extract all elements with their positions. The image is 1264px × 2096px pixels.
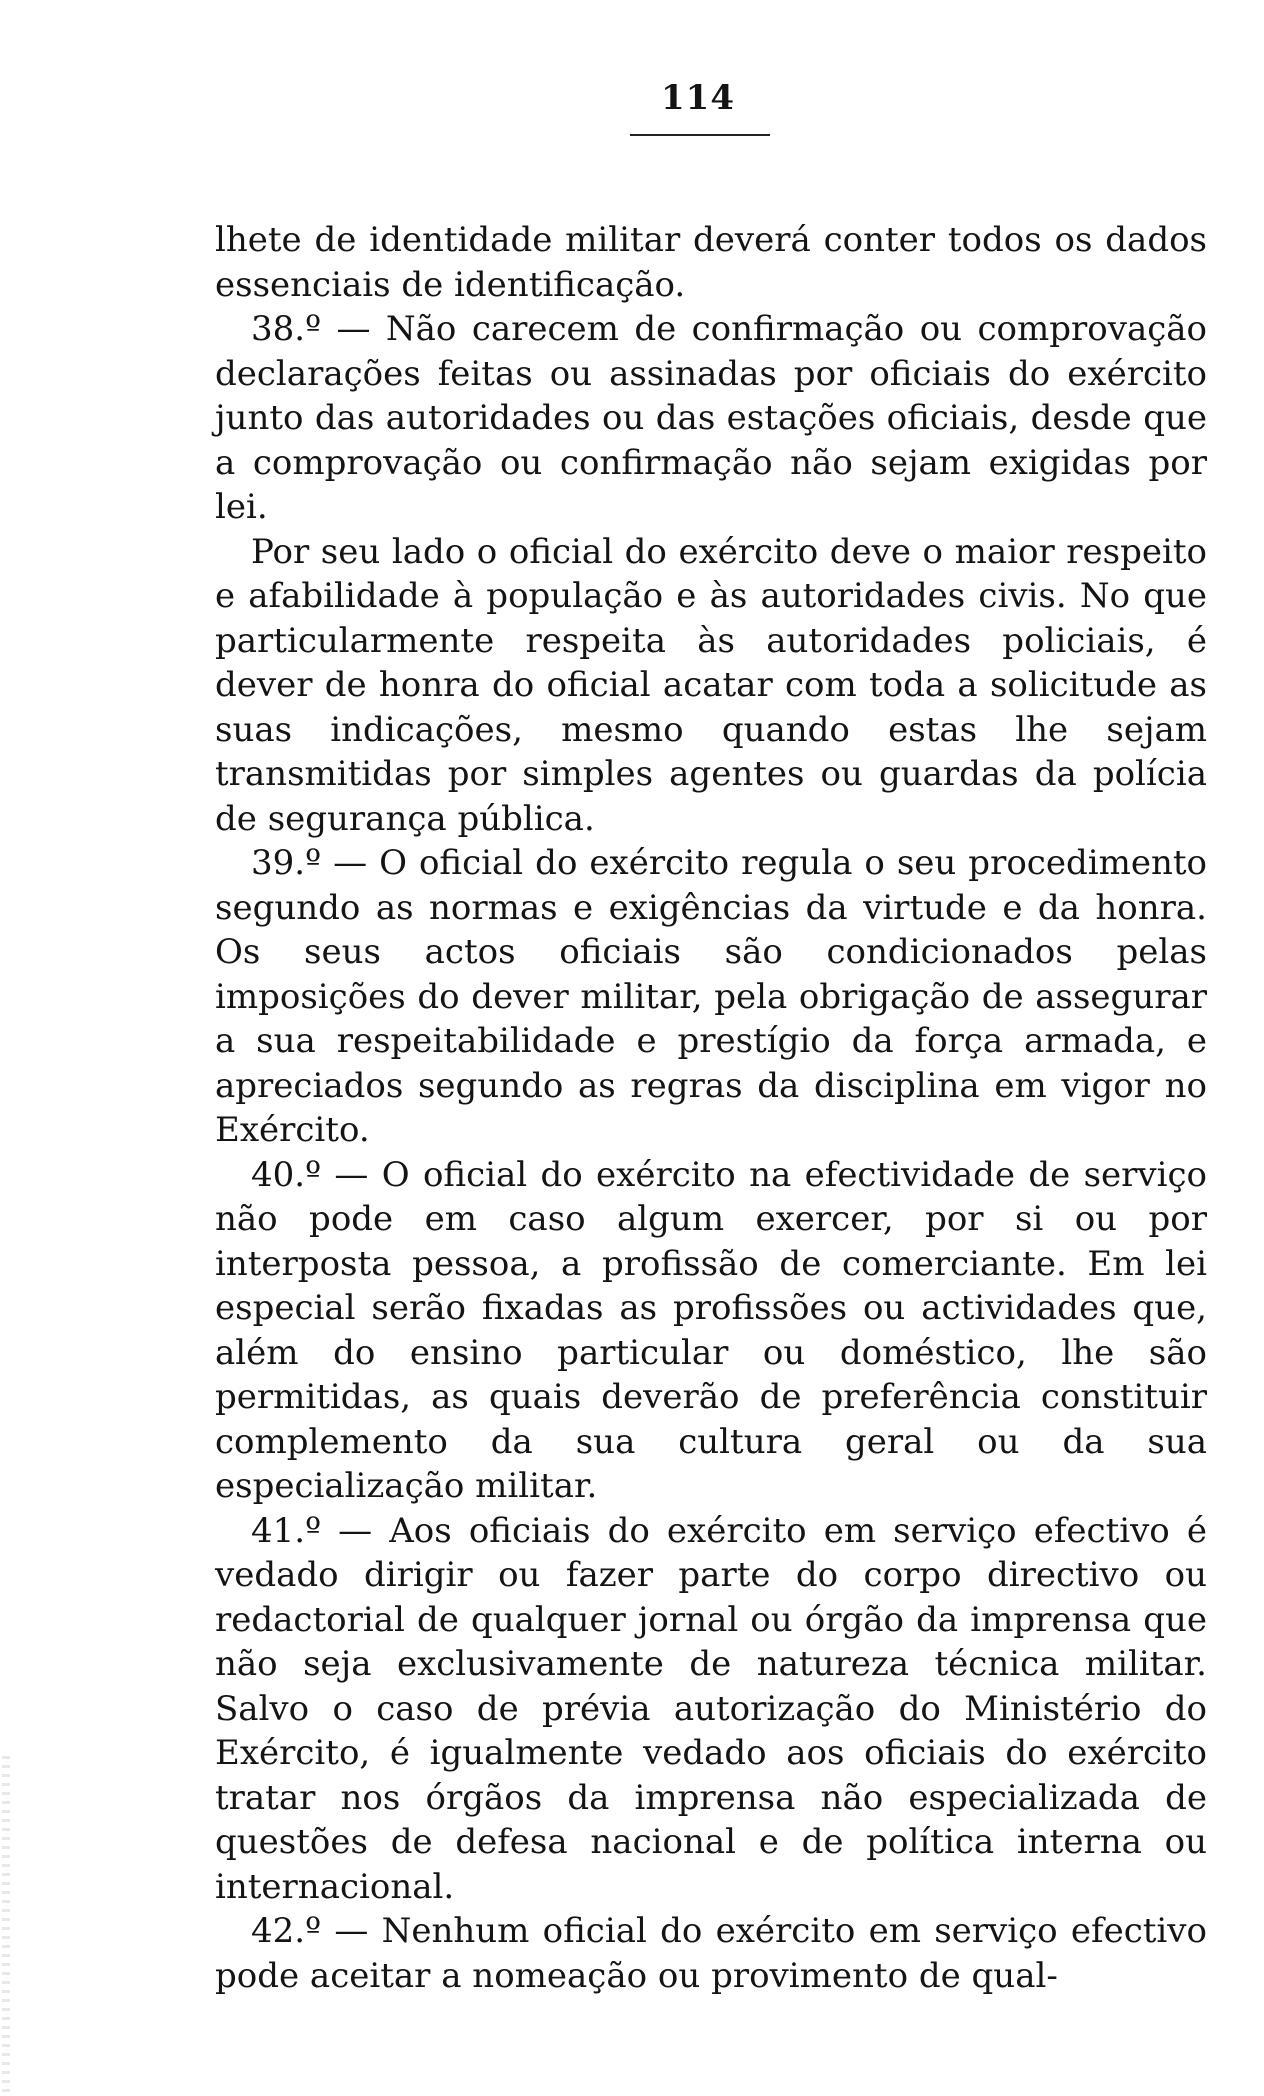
body-text (215, 218, 1207, 1998)
paragraph-continuation: lhete de identidade militar deverá conter todos os dados essenciais de identificação. (215, 220, 1207, 305)
scan-edge-artifact (2, 1756, 10, 2096)
paragraph-article-38: 38.º — Não carecem de confirmação ou comprovação declarações feitas ou assinadas por oficiais do exército junto das autoridades ou das estações oficiais, desde que a comprovação ou confirmação não sejam exigidas por lei. (215, 309, 1207, 527)
page-number: 114 (661, 78, 735, 118)
page-number-rule (630, 134, 770, 136)
paragraph-article-41: 41.º — Aos oficiais do exército em serviço efectivo é vedado dirigir ou fazer parte do corpo directivo ou redactorial de qualquer jornal ou órgão da imprensa que não seja exclusivamente de natureza técnica militar. Salvo o caso de prévia autorização do Ministério do Exército, é igualmente vedado aos oficiais do exército tratar nos órgãos da imprensa não especializada de questões de defesa nacional e de política interna ou internacional. (215, 1510, 1207, 1907)
paragraph-article-38-cont: Por seu lado o oficial do exército deve o maior respeito e afabilidade à população e às autoridades civis. No que particularmente respeita às autoridades policiais, é dever de honra do oficial acatar com toda a solicitude as suas indicações, mesmo quando estas lhe sejam transmitidas por simples agentes ou guardas da polícia de segurança pública. (215, 531, 1207, 839)
paragraph-article-42: 42.º — Nenhum oficial do exército em serviço efectivo pode aceitar a nomeação ou provimento de qual- (215, 1911, 1207, 1996)
paragraph-article-39: 39.º — O oficial do exército regula o seu procedimento segundo as normas e exigências da virtude e da honra. Os seus actos oficiais são condicionados pelas imposições do dever militar, pela obrigação de assegurar a sua respeitabilidade e prestígio da força armada, e apreciados segundo as regras da disciplina em vigor no Exército. (215, 843, 1207, 1150)
paragraph-article-40: 40.º — O oficial do exército na efectividade de serviço não pode em caso algum exercer, por si ou por interposta pessoa, a profissão de comerciante. Em lei especial serão fixadas as profissões ou actividades que, além do ensino particular ou doméstico, lhe são permitidas, as quais deverão de preferência constituir complemento da sua cultura geral ou da sua especialização militar. (215, 1154, 1207, 1506)
